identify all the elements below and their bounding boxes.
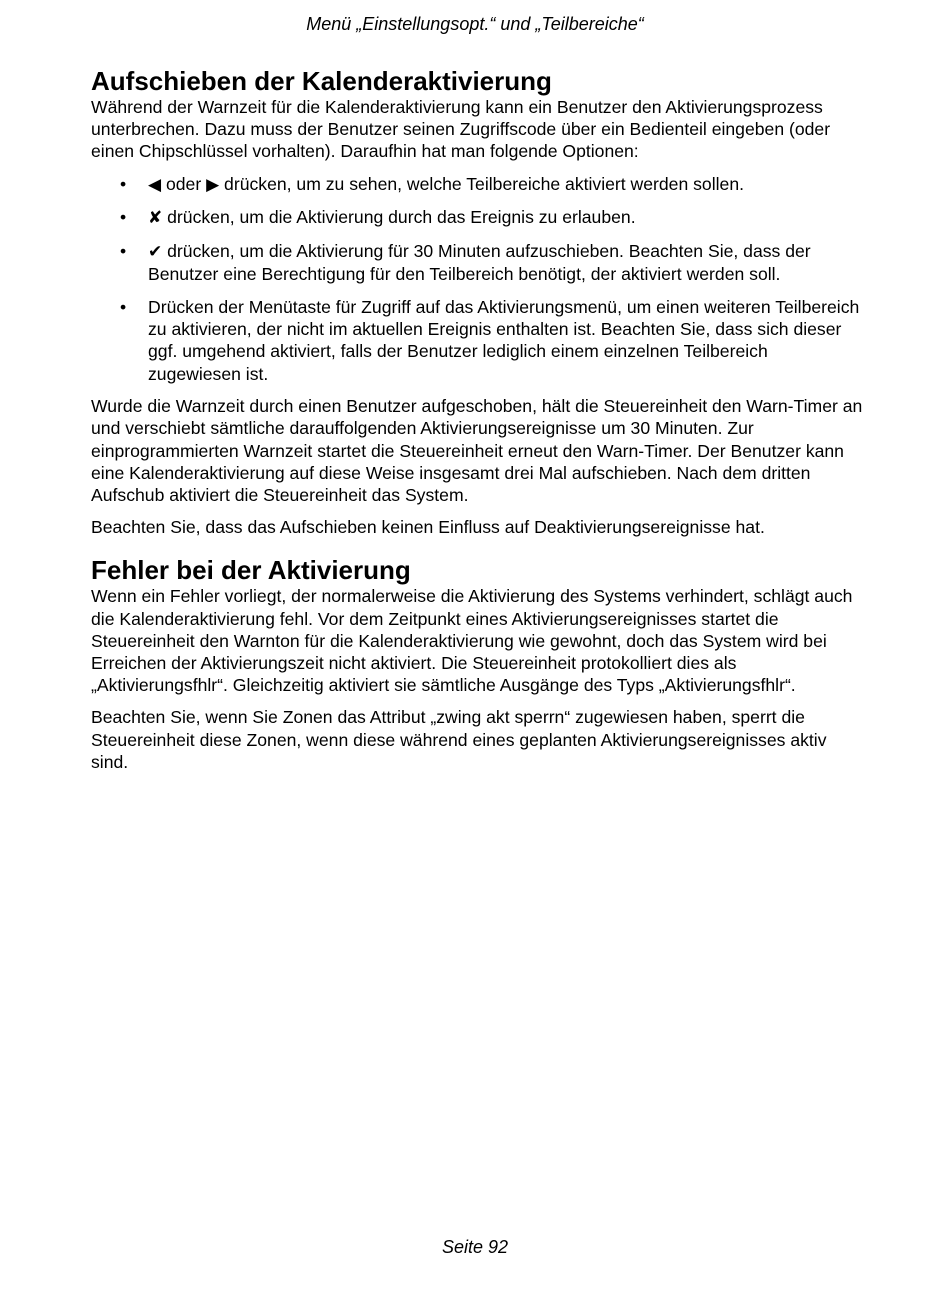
right-arrow-icon: ▶ [206, 174, 220, 195]
left-arrow-icon: ◀ [148, 174, 162, 195]
section-heading-postpone: Aufschieben der Kalenderaktivierung [91, 66, 552, 96]
list-item-text: drücken, um die Aktivierung durch das Ereignis zu erlauben. [162, 207, 636, 228]
list-item-or: oder [161, 173, 207, 194]
list-item-text: drücken, um die Aktivierung für 30 Minuten aufzuschieben. Beachten Sie, dass der Benutzer eine Berechtigung für den Teilbereich benötigt, der aktiviert werden soll. [148, 241, 811, 285]
cross-icon: ✘ [148, 208, 163, 229]
page-number: Seite 92 [441, 1237, 509, 1257]
postpone-details-paragraph: Wurde die Warnzeit durch einen Benutzer aufgeschoben, hält die Steuereinheit den Warn-Timer an und verschiebt sämtliche darauffolgenden Aktivierungsereignisse um 30 Minuten. Zur einprogrammierten Warnzeit startet die Steuereinheit erneut den Warn-Timer. Der Benutzer kann eine Kalenderaktivierung auf diese Weise insgesamt drei Mal aufschieben. Nach dem dritten Aufschub aktiviert die Steuereinheit das System. [91, 396, 863, 506]
zones-paragraph: Beachten Sie, wenn Sie Zonen das Attribut „zwing akt sperrn“ zugewiesen haben, sperrt die Steuereinheit diese Zonen, wenn diese während eines geplanten Aktivierungsereignisses aktiv sind. [91, 707, 827, 772]
page-content [91, 66, 863, 783]
list-item [148, 240, 863, 285]
check-icon: ✔ [148, 242, 163, 263]
list-item [148, 206, 863, 229]
list-item-text: Drücken der Menütaste für Zugriff auf das Aktivierungsmenü, um einen weiteren Teilbereich zu aktivieren, der nicht im aktuellen Ereignis enthalten ist. Beachten Sie, dass sich dieser ggf. umgehend aktiviert, falls der Benutzer lediglich einem einzelnen Teilbereich zugewiesen ist. [148, 296, 860, 384]
list-item [148, 296, 863, 385]
running-header: Menü „Einstellungsopt.“ und „Teilbereiche“ [306, 14, 644, 34]
intro-paragraph: Während der Warnzeit für die Kalenderaktivierung kann ein Benutzer den Aktivierungsprozess unterbrechen. Dazu muss der Benutzer seinen Zugriffscode über ein Bedienteil eingeben (oder einen Chipschlüssel vorhalten). Daraufhin hat man folgende Optionen: [91, 97, 831, 162]
section-heading-error: Fehler bei der Aktivierung [91, 555, 411, 586]
options-list [91, 173, 863, 385]
list-item-text: drücken, um zu sehen, welche Teilbereiche aktiviert werden sollen. [219, 173, 744, 194]
postpone-note-paragraph: Beachten Sie, dass das Aufschieben keinen Einfluss auf Deaktivierungsereignisse hat. [91, 517, 765, 538]
error-paragraph: Wenn ein Fehler vorliegt, der normalerweise die Aktivierung des Systems verhindert, schlägt auch die Kalenderaktivierung fehl. Vor dem Zeitpunkt eines Aktivierungsereignisses startet die Steuereinheit den Warnton für die Kalenderaktivierung wie gewohnt, doch das System wird bei Erreichen der Aktivierungszeit nicht aktiviert. Die Steuereinheit protokolliert dies als „Aktivierungsfhlr“. Gleichzeitig aktiviert sie sämtliche Ausgänge des Typs „Aktivierungsfhlr“. [91, 586, 853, 696]
list-item [148, 173, 863, 196]
